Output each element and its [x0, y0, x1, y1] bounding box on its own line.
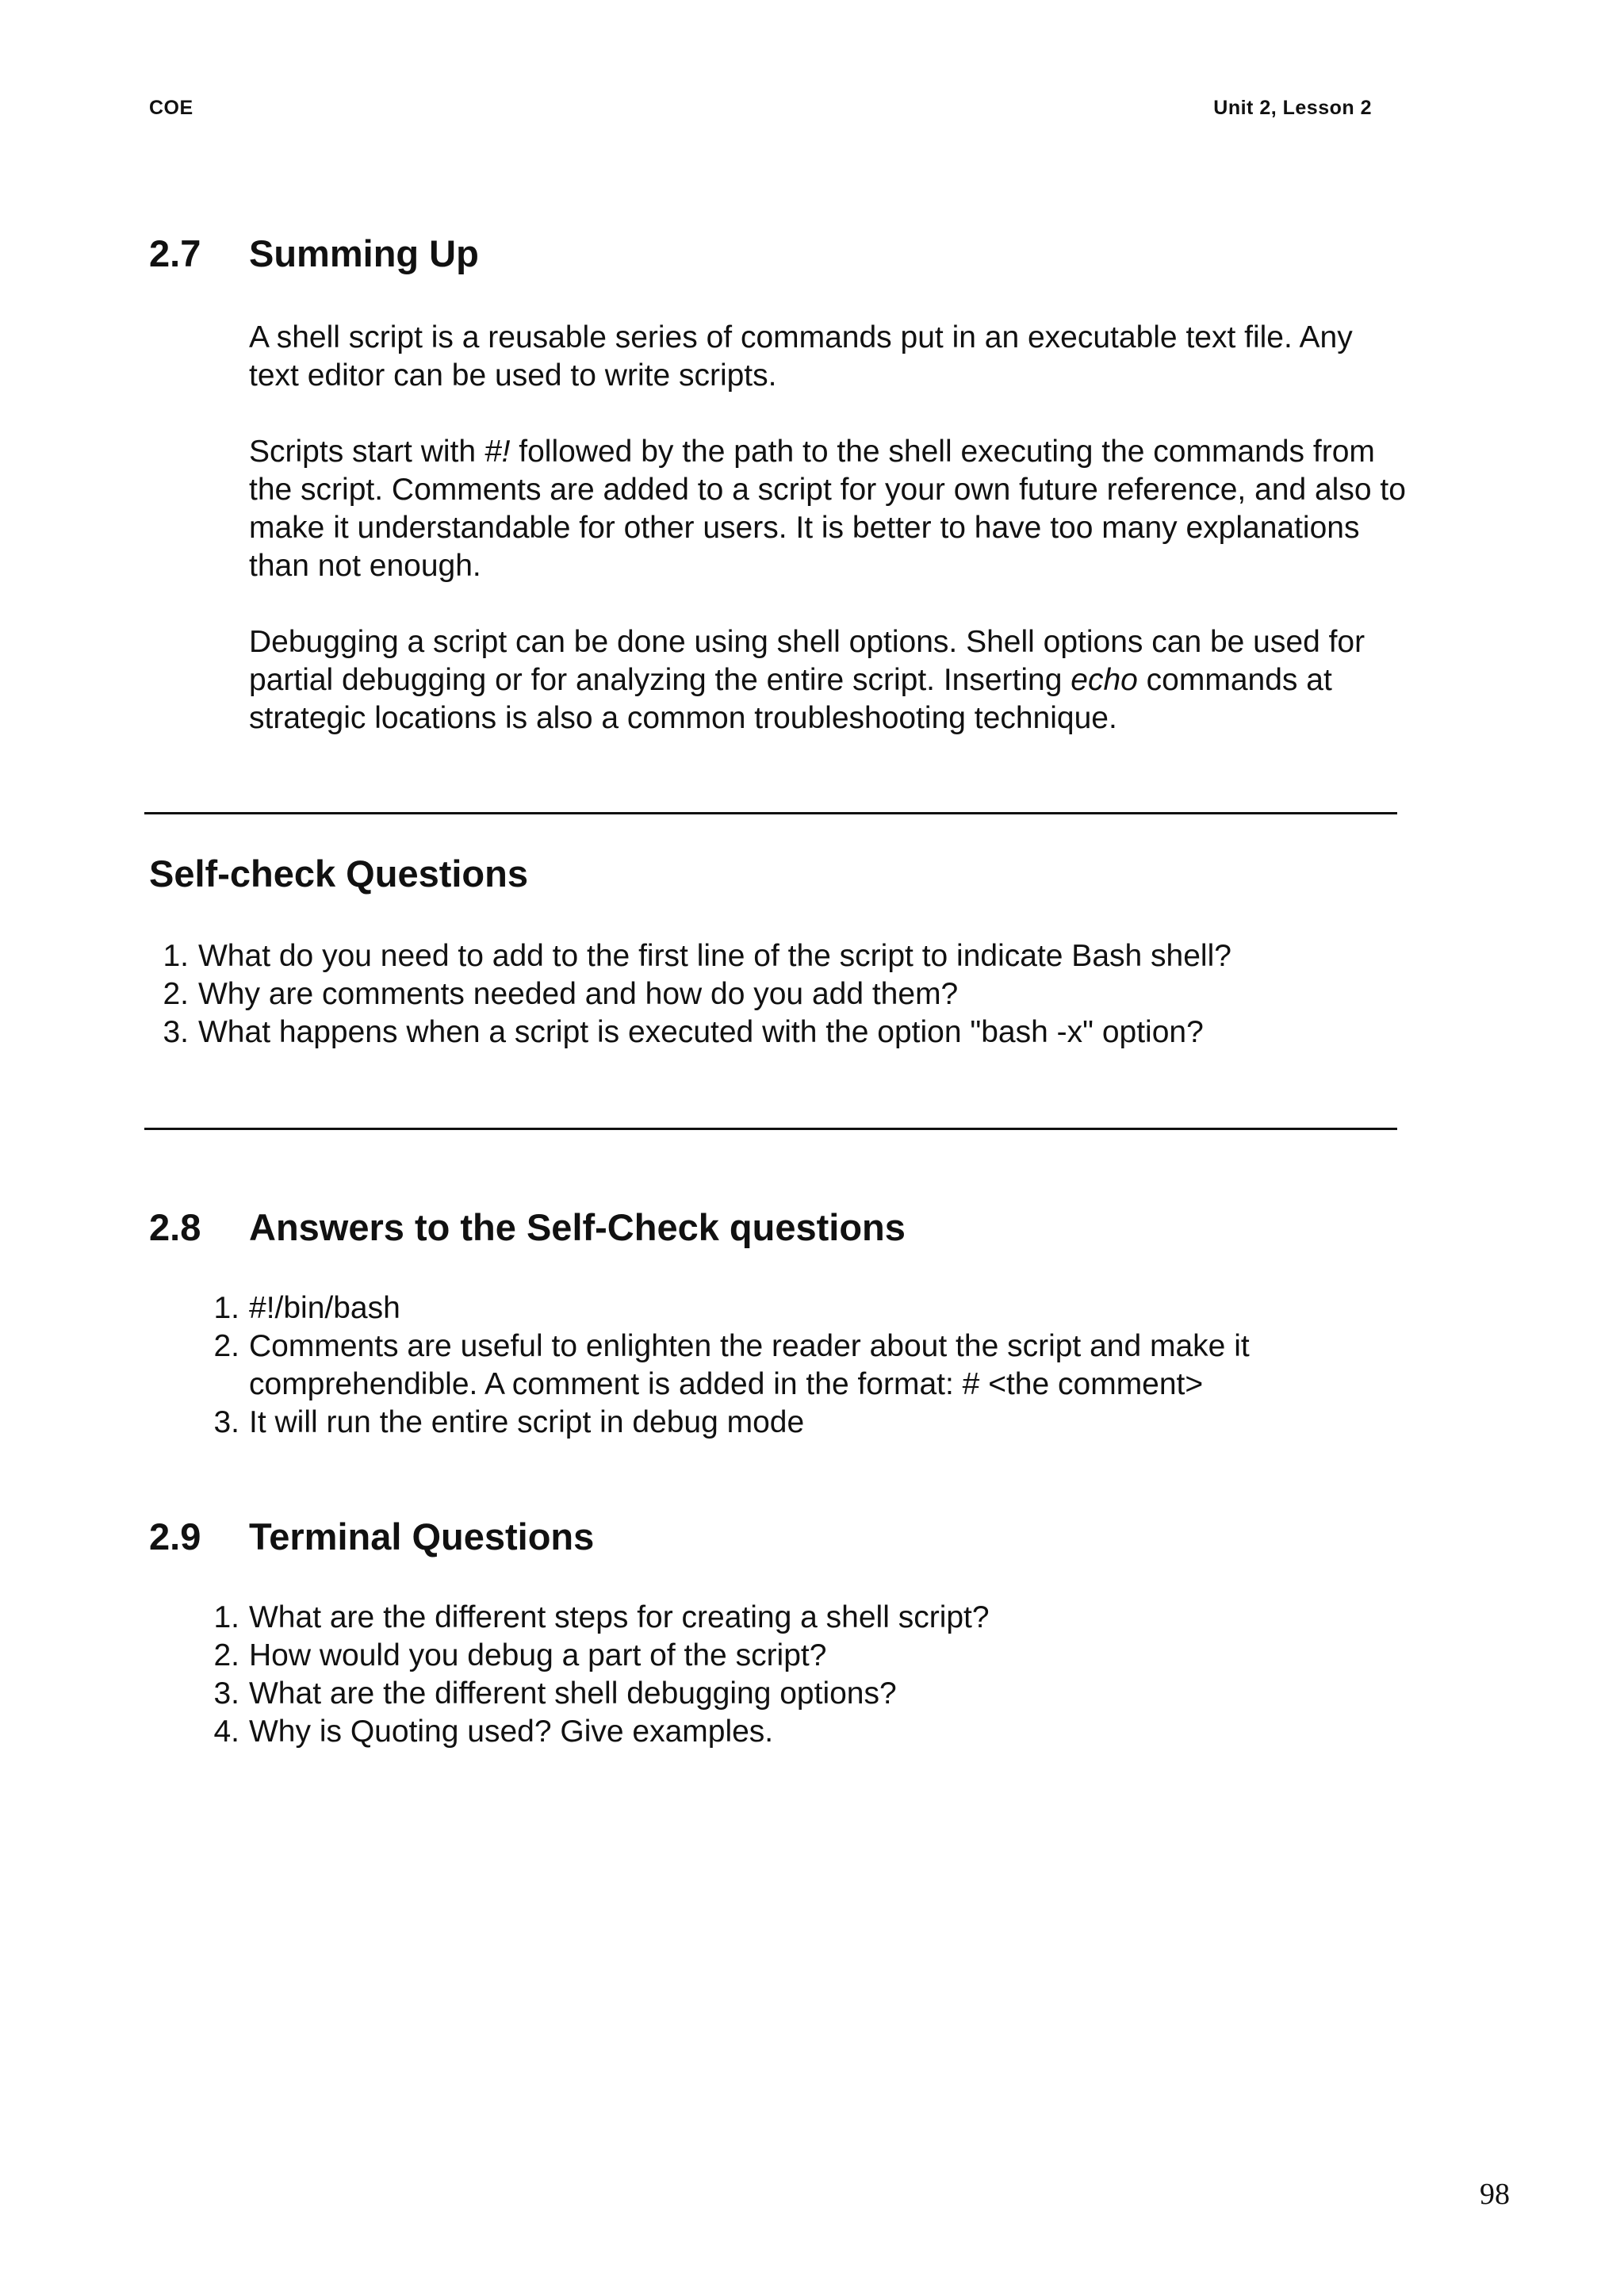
self-check-list [163, 937, 1388, 1052]
section-number: 2.7 [149, 232, 201, 274]
list-item-text: #!/bin/bash [249, 1291, 400, 1325]
header-unit-lesson: Unit 2, Lesson 2 [1213, 97, 1372, 119]
list-item-number: 2. [163, 977, 189, 1011]
para-text: Scripts start with [249, 435, 485, 469]
shebang-code: #! [484, 435, 511, 469]
list-item-number: 1. [163, 939, 189, 973]
summary-paragraph-3 [249, 623, 1407, 738]
list-item-text: Comments are useful to enlighten the reader about the script and make it comprehendible. A comment is added in the format: # <the comment> [249, 1329, 1250, 1401]
list-item-number: 4. [213, 1715, 239, 1749]
list-item [213, 1289, 1391, 1328]
list-item-number: 3. [213, 1405, 239, 1439]
list-item-number: 2. [213, 1329, 239, 1363]
list-item [163, 937, 1388, 975]
list-item-text: Why are comments needed and how do you add them? [198, 977, 959, 1011]
section-number: 2.8 [149, 1206, 201, 1248]
list-item-text: How would you debug a part of the script? [249, 1638, 827, 1672]
list-item [213, 1675, 1391, 1713]
para-text: commands at strategic locations is also a common troubleshooting technique. [249, 663, 1332, 735]
divider-top [144, 812, 1397, 814]
section-title: Terminal Questions [249, 1515, 595, 1557]
list-item-number: 3. [213, 1676, 239, 1711]
list-item-number: 1. [213, 1600, 239, 1634]
list-item-text: What are the different shell debugging options? [249, 1676, 897, 1711]
section-title: Summing Up [249, 232, 479, 274]
list-item [213, 1599, 1391, 1637]
list-item-text: What are the different steps for creating a shell script? [249, 1600, 990, 1634]
section-title: Answers to the Self-Check questions [249, 1206, 906, 1248]
section-2-7-heading [149, 232, 479, 275]
list-item-number: 1. [213, 1291, 239, 1325]
list-item-text: Why is Quoting used? Give examples. [249, 1715, 774, 1749]
list-item-text: It will run the entire script in debug mode [249, 1405, 805, 1439]
echo-code: echo [1071, 663, 1138, 697]
header-course: COE [149, 97, 193, 119]
summary-paragraph-2 [249, 433, 1407, 585]
list-item [163, 1013, 1388, 1052]
divider-bottom [144, 1128, 1397, 1130]
list-item-number: 3. [163, 1015, 189, 1049]
section-2-8-heading [149, 1205, 906, 1249]
list-item-number: 2. [213, 1638, 239, 1672]
section-2-9-heading [149, 1515, 594, 1558]
self-check-heading: Self-check Questions [149, 852, 528, 895]
summary-paragraph-1: A shell script is a reusable series of commands put in an executable text file. Any text editor can be used to write scripts. [249, 320, 1353, 393]
list-item [213, 1713, 1391, 1751]
answers-list [213, 1289, 1391, 1442]
list-item-text: What happens when a script is executed with the option "bash -x" option? [198, 1015, 1204, 1049]
list-item [213, 1328, 1391, 1404]
list-item [163, 975, 1388, 1013]
para-text: Debugging a script can be done using shell options. Shell options can be used for partial debugging or for analyzing the entire script. Inserting [249, 625, 1365, 697]
para-text: followed by the path to the shell executing the commands from the script. Comments are added to a script for your own future reference, and also to make it understandable for other users. It is better to have too many explanations than not enough. [249, 435, 1406, 583]
list-item-text: What do you need to add to the first line of the script to indicate Bash shell? [198, 939, 1231, 973]
list-item [213, 1637, 1391, 1675]
section-number: 2.9 [149, 1515, 201, 1557]
list-item [213, 1404, 1391, 1442]
page-number: 98 [1480, 2178, 1510, 2211]
terminal-questions-list [213, 1599, 1391, 1751]
